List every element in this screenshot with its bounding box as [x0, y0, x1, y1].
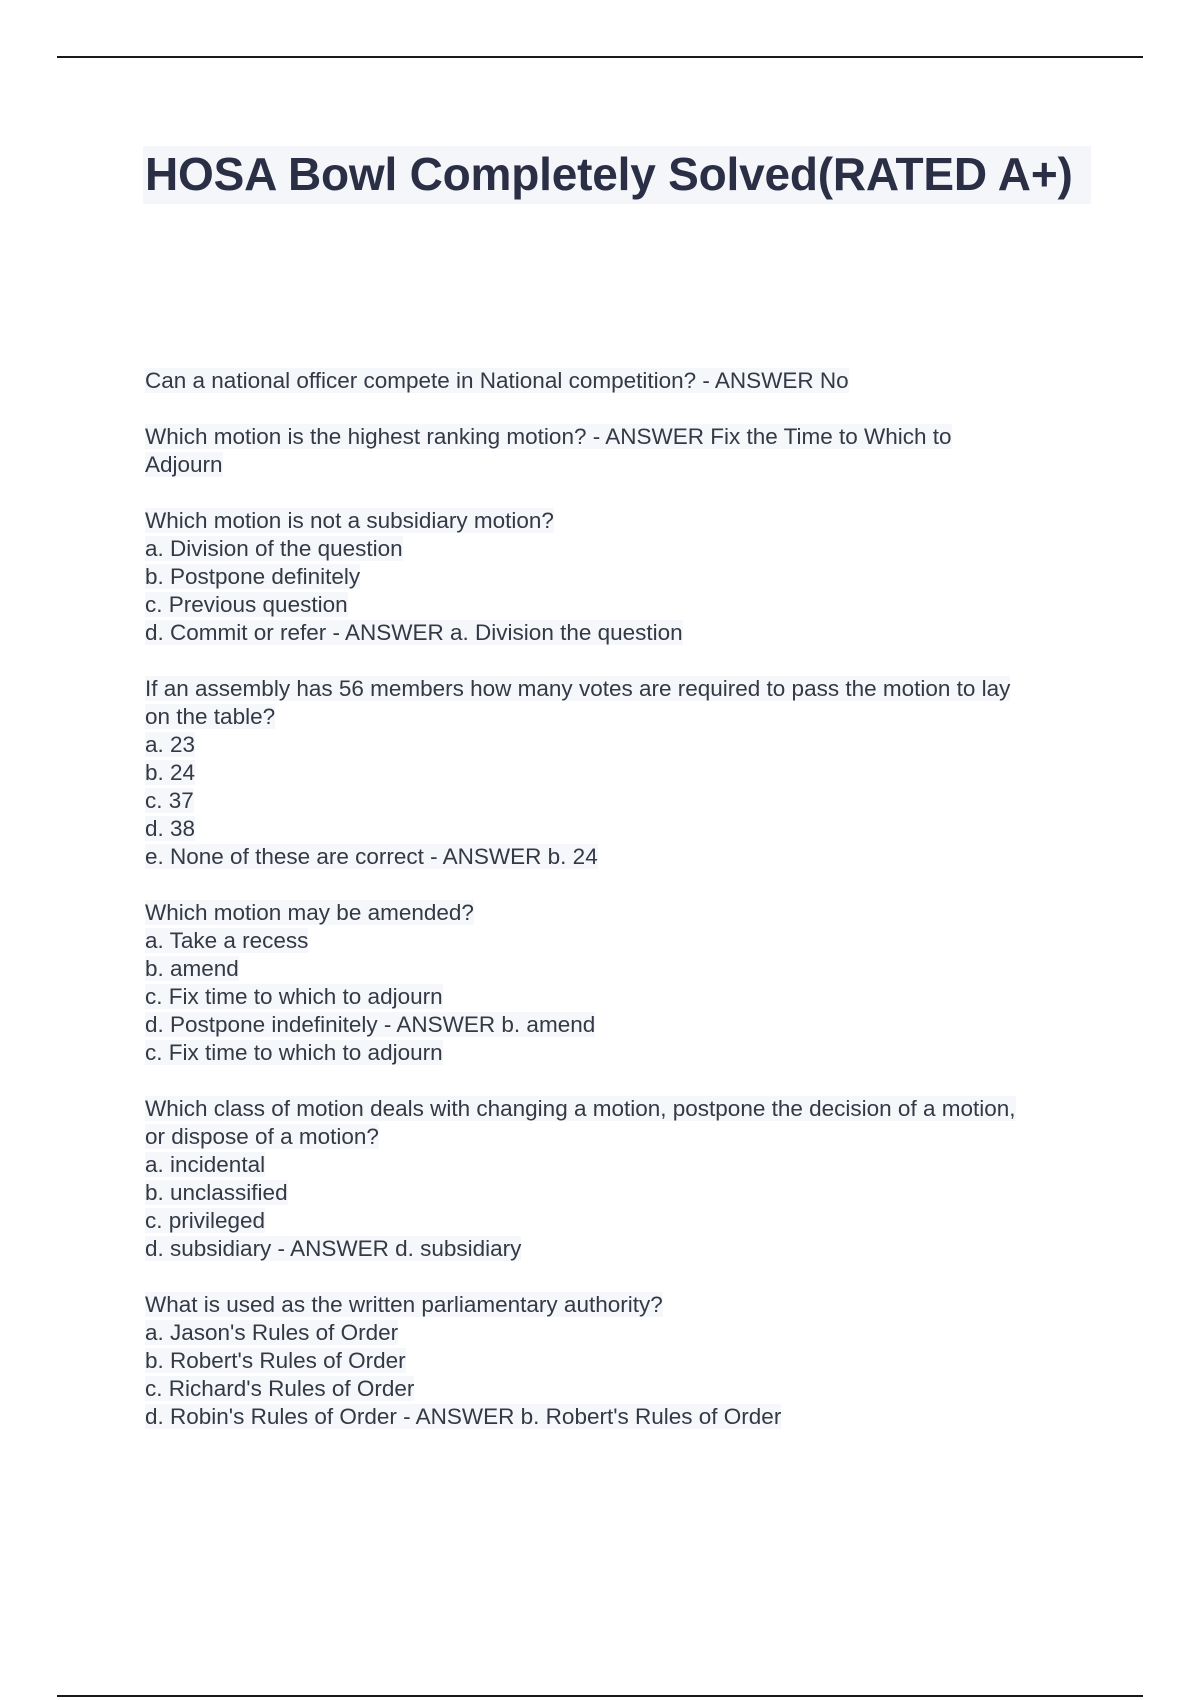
qa-line: d. Postpone indefinitely - ANSWER b. amend: [145, 1012, 596, 1037]
qa-line: b. Robert's Rules of Order: [145, 1348, 406, 1373]
qa-line: Which class of motion deals with changing a motion, postpone the decision of a motion,: [145, 1096, 1016, 1121]
qa-line: b. unclassified: [145, 1180, 288, 1205]
top-rule: [57, 56, 1143, 58]
qa-line: c. privileged: [145, 1208, 266, 1233]
qa-line: d. 38: [145, 816, 196, 841]
qa-line: d. subsidiary - ANSWER d. subsidiary: [145, 1236, 522, 1261]
qa-item-4: [145, 675, 1095, 871]
qa-line: a. Division of the question: [145, 536, 403, 561]
qa-line: b. 24: [145, 760, 196, 785]
qa-line: a. 23: [145, 732, 196, 757]
qa-list: [145, 367, 1095, 1459]
qa-line: Which motion may be amended?: [145, 900, 474, 925]
qa-line: or dispose of a motion?: [145, 1124, 379, 1149]
qa-line: Which motion is not a subsidiary motion?: [145, 508, 554, 533]
qa-line: a. Take a recess: [145, 928, 309, 953]
qa-line: c. Fix time to which to adjourn: [145, 1040, 443, 1065]
qa-line: If an assembly has 56 members how many votes are required to pass the motion to lay: [145, 676, 1011, 701]
qa-item-7: [145, 1291, 1095, 1431]
qa-item-2: [145, 423, 1095, 479]
qa-item-5: [145, 899, 1095, 1067]
qa-line: c. Previous question: [145, 592, 348, 617]
qa-line: c. 37: [145, 788, 194, 813]
qa-item-6: [145, 1095, 1095, 1263]
qa-line: d. Commit or refer - ANSWER a. Division the question: [145, 620, 683, 645]
qa-line: What is used as the written parliamentary authority?: [145, 1292, 663, 1317]
bottom-rule: [57, 1695, 1143, 1697]
qa-item-3: [145, 507, 1095, 647]
qa-line: Which motion is the highest ranking motion? - ANSWER Fix the Time to Which to: [145, 424, 952, 449]
qa-line: on the table?: [145, 704, 276, 729]
qa-line: a. Jason's Rules of Order: [145, 1320, 399, 1345]
qa-line: Adjourn: [145, 452, 223, 477]
qa-item-1: [145, 367, 1095, 395]
qa-line: Can a national officer compete in National competition? - ANSWER No: [145, 368, 849, 393]
qa-line: c. Fix time to which to adjourn: [145, 984, 443, 1009]
document-title: HOSA Bowl Completely Solved(RATED A+): [145, 148, 1073, 200]
qa-line: b. Postpone definitely: [145, 564, 361, 589]
qa-line: a. incidental: [145, 1152, 266, 1177]
qa-line: c. Richard's Rules of Order: [145, 1376, 415, 1401]
qa-line: d. Robin's Rules of Order - ANSWER b. Robert's Rules of Order: [145, 1404, 782, 1429]
qa-line: e. None of these are correct - ANSWER b. 24: [145, 844, 598, 869]
qa-line: b. amend: [145, 956, 239, 981]
title-block: [143, 146, 1091, 204]
